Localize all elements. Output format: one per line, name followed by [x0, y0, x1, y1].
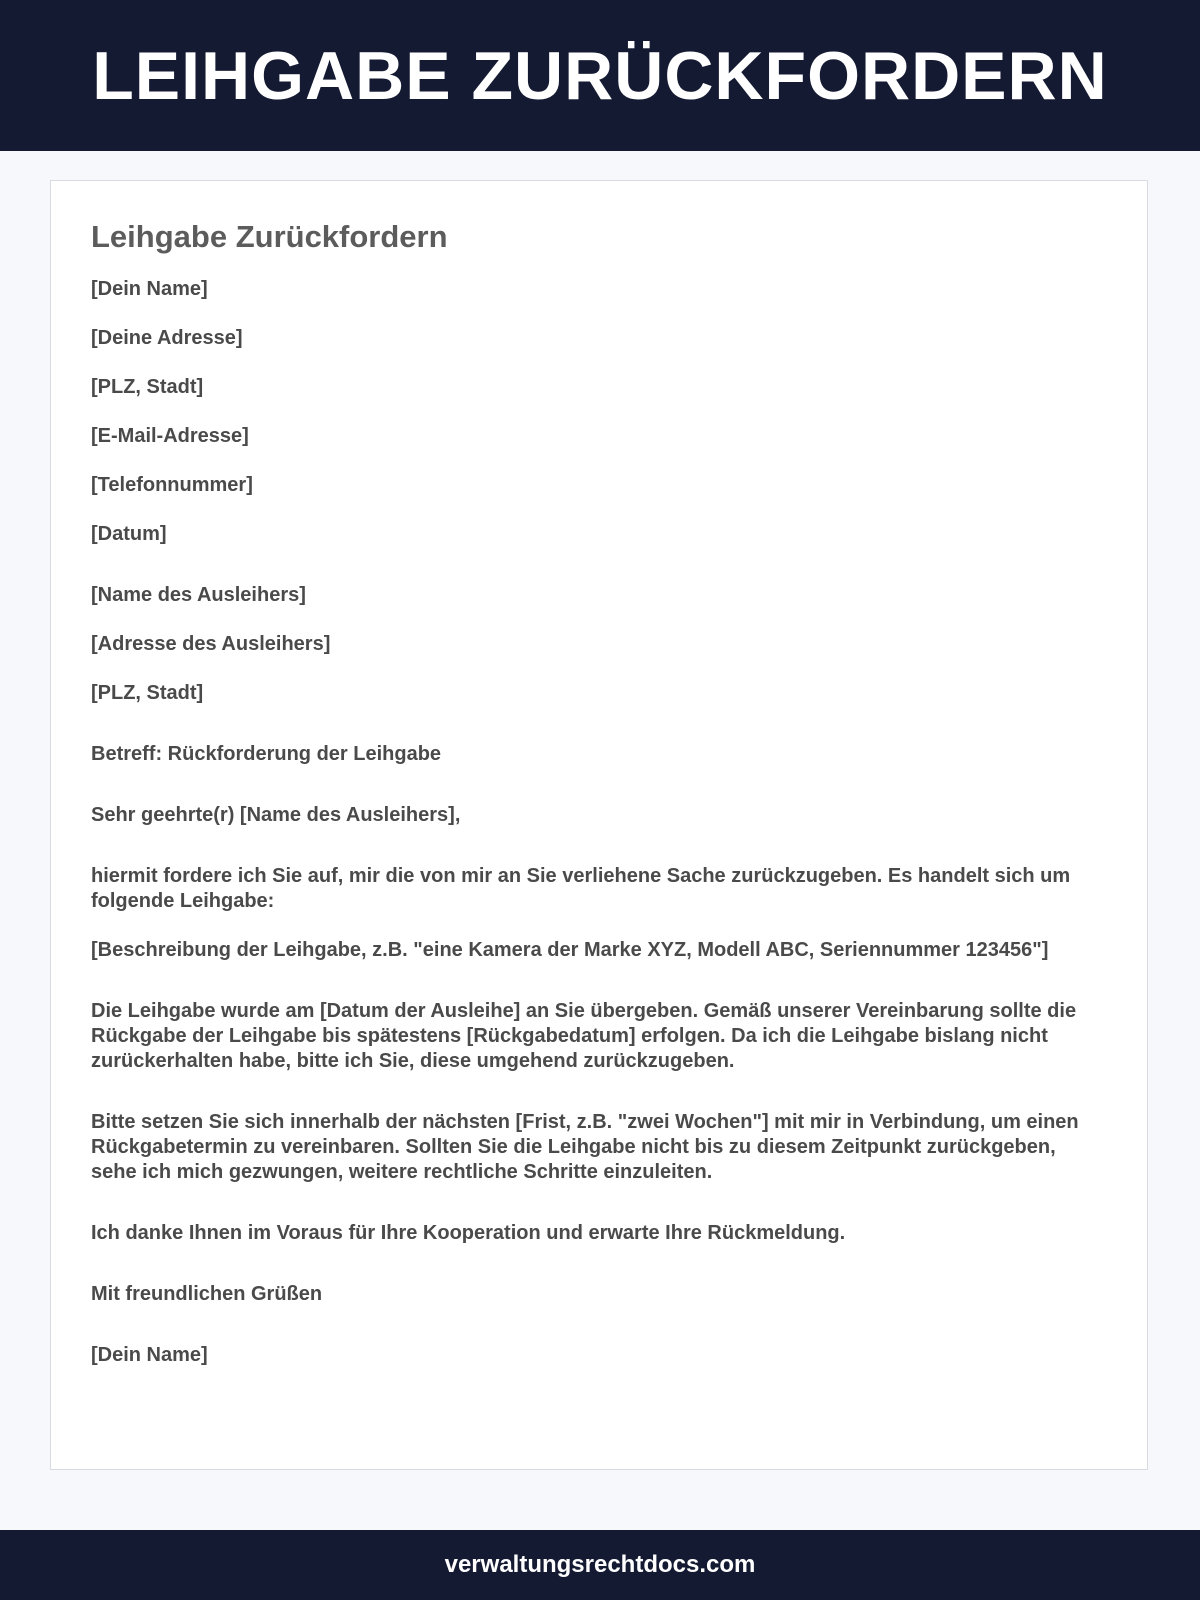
- body-paragraph-2: Die Leihgabe wurde am [Datum der Ausleihe] an Sie übergeben. Gemäß unserer Vereinbarung sollte die Rückgabe der Leihgabe bis spätestens [Rückgabedatum] erfolgen. Da ich die Leihgabe bislang nicht zurückerhalten habe, bitte ich Sie, diese umgehend zurückzugeben.: [91, 1000, 1077, 1072]
- recipient-name: [Name des Ausleihers]: [91, 584, 306, 606]
- sender-city: [PLZ, Stadt]: [91, 376, 204, 398]
- closing: Mit freundlichen Grüßen: [91, 1283, 323, 1305]
- signature-name: [Dein Name]: [91, 1344, 208, 1366]
- body-paragraph-4: Ich danke Ihnen im Voraus für Ihre Kooperation und erwarte Ihre Rückmeldung.: [91, 1222, 846, 1244]
- body-paragraph-1: hiermit fordere ich Sie auf, mir die von mir an Sie verliehene Sache zurückzugeben. Es handelt sich um folgende Leihgabe:: [91, 865, 1071, 912]
- letter-card: [50, 180, 1148, 1470]
- footer-site-link[interactable]: verwaltungsrechtdocs.com: [444, 1551, 756, 1578]
- document-title: Leihgabe Zurückfordern: [91, 219, 448, 254]
- body-paragraph-3: Bitte setzen Sie sich innerhalb der nächsten [Frist, z.B. "zwei Wochen"] mit mir in Verbindung, um einen Rückgabetermin zu vereinbaren. Sollten Sie die Leihgabe nicht bis zu diesem Zeitpunkt zurückgeben, sehe ich mich gezwungen, weitere rechtliche Schritte einzuleiten.: [91, 1111, 1079, 1183]
- recipient-city: [PLZ, Stadt]: [91, 682, 204, 704]
- letter-date: [Datum]: [91, 523, 167, 545]
- page-title: LEIHGABE ZURÜCKFORDERN: [92, 37, 1108, 114]
- salutation: Sehr geehrte(r) [Name des Ausleihers],: [91, 804, 461, 826]
- page-footer: [0, 1530, 1200, 1600]
- subject-line: Betreff: Rückforderung der Leihgabe: [91, 743, 442, 765]
- sender-phone: [Telefonnummer]: [91, 474, 253, 496]
- sender-name: [Dein Name]: [91, 278, 208, 300]
- recipient-address: [Adresse des Ausleihers]: [91, 633, 331, 655]
- sender-address: [Deine Adresse]: [91, 327, 243, 349]
- page-header: [0, 0, 1200, 151]
- sender-email: [E-Mail-Adresse]: [91, 425, 249, 447]
- loan-description: [Beschreibung der Leihgabe, z.B. "eine Kamera der Marke XYZ, Modell ABC, Seriennummer 123456"]: [91, 939, 1049, 961]
